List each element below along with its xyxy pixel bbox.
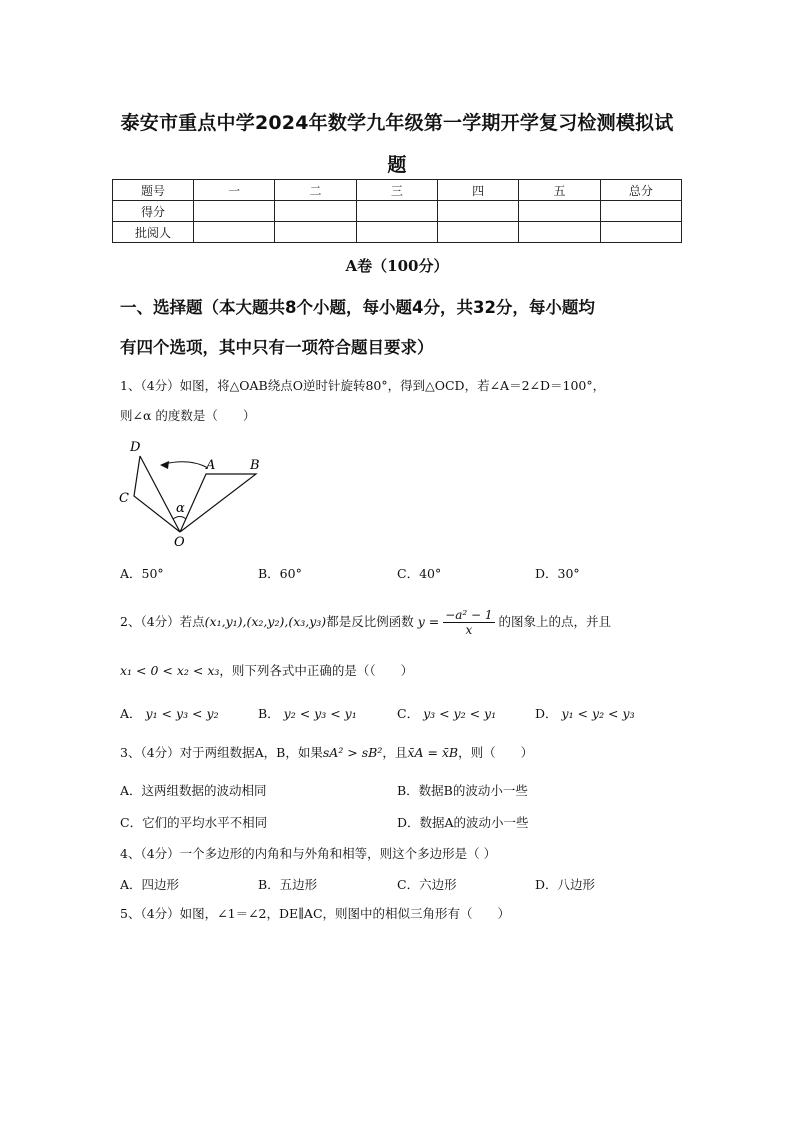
q1-text-line1: 1、（4分）如图，将△OAB绕点O逆时针旋转80°，得到△OCD，若∠A＝2∠D＝100°， [120, 378, 606, 393]
q2-condition: x₁ < 0 < x₂ < x₃ [120, 663, 220, 678]
q2-text-line1 [120, 608, 680, 637]
q3-option-d[interactable]: D．数据A的波动小一些 [397, 815, 529, 830]
q2-middle: 都是反比例函数 [326, 614, 414, 629]
q1-text-line2: 则∠α 的度数是（ ） [120, 408, 256, 423]
score-header-cell: 二 [275, 180, 356, 201]
q3-option-a[interactable]: A．这两组数据的波动相同 [120, 783, 267, 798]
triangle-ocd [134, 456, 180, 532]
q3-mid: ，且 [382, 745, 408, 760]
q2-option-c[interactable] [397, 704, 496, 722]
label-o: O [174, 535, 185, 550]
score-header-cell: 五 [519, 180, 600, 201]
q2-suffix: 的图象上的点，并且 [498, 614, 612, 629]
option-letter: B． [258, 706, 280, 721]
label-alpha: α [176, 501, 185, 516]
q3-prefix: 3、（4分）对于两组数据A，B，如果 [120, 745, 323, 760]
score-cell [519, 201, 600, 222]
rotation-arrowhead [160, 461, 169, 469]
score-table-header-row [113, 180, 682, 201]
q1-rotation-figure [112, 436, 272, 552]
option-expr: y₁ < y₃ < y₂ [145, 706, 219, 721]
score-row-label: 得分 [113, 201, 194, 222]
score-cell [275, 222, 356, 243]
q5-text: 5、（4分）如图，∠1＝∠2，DE∥AC，则图中的相似三角形有（ ） [120, 906, 511, 921]
q2-fraction [443, 608, 494, 637]
label-b: B [250, 458, 260, 473]
score-cell [437, 201, 518, 222]
q2-prefix: 2、（4分）若点 [120, 614, 205, 629]
option-letter: C． [397, 706, 420, 721]
q2-option-a[interactable] [120, 704, 219, 722]
score-cell [356, 222, 437, 243]
triangle-oab [180, 474, 256, 532]
rotation-arrow [164, 462, 208, 468]
option-letter: A． [120, 706, 142, 721]
q1-option-d[interactable]: D．30° [535, 566, 580, 581]
q4-option-b[interactable]: B．五边形 [258, 877, 318, 892]
q4-option-c[interactable]: C．六边形 [397, 877, 457, 892]
q3-option-c[interactable]: C．它们的平均水平不相同 [120, 815, 268, 830]
q1-option-a[interactable]: A．50° [120, 566, 164, 581]
q2-func-lhs: y = [417, 614, 440, 629]
score-header-cell: 一 [194, 180, 275, 201]
label-a: A [206, 458, 216, 473]
exam-title-line1: 泰安市重点中学2024年数学九年级第一学期开学复习检测模拟试 [120, 112, 674, 134]
angle-alpha-arc [173, 517, 186, 520]
q2-option-b[interactable] [258, 704, 357, 722]
q3-mean-condition: x̄A = x̄B [407, 745, 459, 760]
q3-variance-condition: sA² > sB² [322, 745, 383, 760]
q1-option-c[interactable]: C．40° [397, 566, 442, 581]
q3-suffix: ，则（ ） [458, 745, 534, 760]
q2-text-line2 [120, 662, 680, 680]
score-cell [600, 201, 681, 222]
score-cell [600, 222, 681, 243]
score-table [112, 179, 682, 243]
q2-denominator: x [465, 623, 473, 637]
option-expr: y₁ < y₂ < y₃ [561, 706, 635, 721]
score-table-row [113, 201, 682, 222]
q3-option-b[interactable]: B．数据B的波动小一些 [397, 783, 528, 798]
q4-text: 4、（4分）一个多边形的内角和与外角和相等，则这个多边形是（ ） [120, 846, 497, 861]
score-header-cell: 四 [437, 180, 518, 201]
label-d: D [130, 440, 141, 455]
option-expr: y₂ < y₃ < y₁ [283, 706, 357, 721]
q4-option-d[interactable]: D．八边形 [535, 877, 596, 892]
exam-title-line2: 题 [387, 154, 407, 176]
section-a-title: A卷（100分） [345, 257, 449, 275]
section-heading-line1: 一、选择题（本大题共8个小题，每小题4分，共32分，每小题均 [120, 298, 595, 317]
q2-line2-text: ，则下列各式中正确的是（（ ） [219, 663, 414, 678]
score-cell [437, 222, 518, 243]
option-expr: y₃ < y₂ < y₁ [423, 706, 497, 721]
q2-option-d[interactable] [535, 704, 635, 722]
score-header-cell: 题号 [113, 180, 194, 201]
q1-option-b[interactable]: B．60° [258, 566, 302, 581]
score-cell [356, 201, 437, 222]
score-cell [519, 222, 600, 243]
q4-option-a[interactable]: A．四边形 [120, 877, 180, 892]
score-table-row [113, 222, 682, 243]
q2-points: (x₁,y₁),(x₂,y₂),(x₃,y₃) [204, 614, 327, 629]
score-cell [194, 201, 275, 222]
score-header-cell: 总分 [600, 180, 681, 201]
q3-text [120, 744, 680, 762]
score-row-label: 批阅人 [113, 222, 194, 243]
q2-numerator: −a² − 1 [445, 608, 493, 622]
score-cell [194, 222, 275, 243]
score-header-cell: 三 [356, 180, 437, 201]
option-letter: D． [535, 706, 558, 721]
label-c: C [119, 491, 129, 506]
section-heading-line2: 有四个选项，其中只有一项符合题目要求） [120, 338, 434, 357]
score-cell [275, 201, 356, 222]
